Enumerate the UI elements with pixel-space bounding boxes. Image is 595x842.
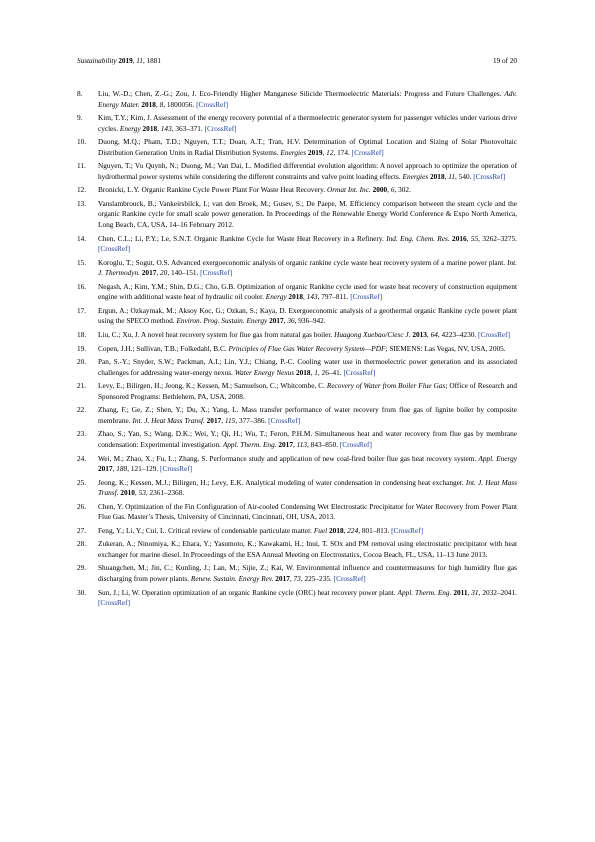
reference-italic: 8 [159,99,164,109]
reference-number: 29. [77,563,87,573]
reference-text [98,381,517,402]
reference-year: 2018 [295,367,311,377]
reference-italic: Renew. Sustain. Energy Rev. [190,573,274,583]
reference-number: 11. [77,161,86,171]
reference-italic: 143 [160,123,172,133]
reference-fragment: Zhao, S.; Yan, S.; Wang, D.K.; Wei, Y.; Qi, H.; Wu, T.; Feron, P.H.M. Simultaneous heat and water recovery from flue gas by membrane condensation: Experimental investigation. [98,429,517,449]
reference-fragment: , [292,439,297,449]
reference-fragment: , 843–850. [307,439,340,449]
reference-italic: Water Energy Nexus [234,367,295,377]
crossref-link[interactable]: [CrossRef] [160,464,193,473]
crossref-link[interactable]: [CrossRef] [200,268,233,278]
crossref-link[interactable]: [CrossRef] [350,292,383,302]
crossref-link[interactable]: [CrossRef] [473,171,506,181]
reference-item [77,357,517,378]
reference-text [98,306,517,327]
crossref-link[interactable]: [CrossRef] [343,367,376,377]
reference-item [77,306,517,327]
reference-italic: 64 [430,329,438,339]
reference-fragment: , 377–386. [235,415,269,425]
crossref-link[interactable]: [CrossRef] [391,525,424,535]
reference-fragment: , [343,525,348,535]
reference-italic: Environ. Prog. Sustain. Energy [176,316,268,326]
reference-text [98,137,517,158]
reference-year: 2018 [329,525,344,535]
crossref-link[interactable]: [CrossRef] [204,123,237,133]
reference-fragment: , 2361–2368. [145,488,185,498]
reference-year: 2018 [430,171,445,181]
reference-fragment: Duong, M.Q.; Pham, T.D.; Nguyen, T.T.; Doan, A.T.; Tran, H.V. Determination of Optimal Location and Sizing of Solar Photovoltaic Distribution Generation Units in Radial Distribution Systems. [98,137,517,157]
reference-year: 2013 [412,329,427,339]
reference-fragment: Copen, J.H.; Sullivan, T.B.; Folkedahl, B.C. [98,343,229,353]
reference-number: 10. [77,137,87,147]
reference-fragment: Liu, C.; Xu, J. A novel heat recovery system for flue gas from natural gas boiler. [98,329,335,339]
reference-fragment: , [387,185,391,195]
reference-italic: 143 [306,292,318,302]
reference-number: 16. [77,281,87,291]
reference-number: 27. [77,525,87,535]
reference-year: 2017 [275,573,290,583]
reference-number: 26. [77,501,87,511]
reference-fragment: , 26–41. [317,367,344,377]
reference-text [98,429,517,450]
reference-item [77,588,517,609]
reference-text [98,330,517,341]
reference-item [77,330,517,341]
reference-text [98,113,517,134]
reference-item [77,526,517,537]
reference-italic: Adv. Energy Mater. [98,89,517,109]
reference-fragment: Nguyen, T.; Vu Quynh, N.; Duong, M.; Van Dai, L. Modified differential evolution algorithm: A novel approach to optimize the operation of hydrothermal power systems while considering the different constraints and valve point loading effects. [98,161,517,181]
reference-italic: Ormat Int. Inc. [326,185,371,195]
reference-list [77,89,517,612]
running-citation: Sustainability 2019, 11, 1881 [77,57,161,65]
reference-year: 2000 [372,185,388,195]
reference-italic: 55 [470,233,479,243]
reference-year: 2017 [141,268,157,278]
reference-italic: Appl. Therm. Eng. [222,439,277,449]
journal-volume: 11 [136,57,143,65]
reference-item [77,258,517,279]
reference-fragment: Liu, W.-D.; Chen, Z.-G.; Zou, J. Eco-Friendly Higher Manganese Silicide Thermoelectric Materials: Progress and Future Challenges. [98,89,505,98]
reference-fragment: Ergun, A.; Ozkaymak, M.; Aksoy Koc, G.; Ozkan, S.; Kaya, D. Exergoeconomic analysis of a geothermal organic Rankine cycle power plant using the SPECO method. [98,305,517,326]
reference-italic: Energy [119,123,141,133]
crossref-link[interactable]: [CrossRef] [268,415,301,425]
journal-year: 2019 [118,57,133,65]
reference-item [77,563,517,584]
reference-number: 25. [77,477,87,487]
reference-item [77,429,517,450]
reference-text [98,161,517,182]
crossref-link[interactable]: [CrossRef] [351,147,384,157]
reference-italic: Appl. Therm. Eng. [397,587,452,597]
reference-year: 2017 [269,316,284,326]
reference-year: 2017 [206,415,222,425]
reference-italic: 20 [160,268,168,278]
reference-italic: 113 [296,439,308,449]
reference-italic: 1 [314,367,318,377]
reference-fragment: Negash, A.; Kim, Y.M.; Shin, D.G.; Cho, G.B. Optimization of organic Rankine cycle used for waste heat recovery of construction equipment engine with additional waste heat of hydraulic oil cooler. [98,281,517,302]
reference-fragment: , [112,464,117,473]
reference-fragment: Zhang, F.; Ge, Z.; Shen, Y.; Du, X.; Yang, L. Mass transfer performance of water recovery from flue gas of lignite boiler by composite membrane. [98,405,517,425]
reference-item [77,137,517,158]
reference-number: 28. [77,539,87,549]
reference-italic: Principles of Flue Gas Water Recovery System—PDF [228,343,386,353]
reference-text [98,89,517,110]
reference-italic: Recovery of Water from Boiler Flue Gas [326,381,446,391]
reference-italic: 6 [390,185,395,195]
reference-fragment: Vanslambrouck, B.; Vankeirsbilck, I.; van den Broek, M.; Gusev, S.; De Paepe, M. Efficiency comparison between the steam cycle and the organic Rankine cycle for small scale power generation. In Proceedings of the Renewable Energy World Conference & Expo North America, Long Beach, CA, USA, 14–16 February 2012. [98,198,517,229]
reference-fragment: Zukeran, A.; Ninomiya, K.; Ehara, Y.; Yasumoto, K.; Kawakami, H.; Inui, T. SOx and PM removal using electrostatic precipitator with heat exchanger for marine diesel. In Proceedings of the ESA Annual Meeting on Electrostatics, Cocoa Beach, FL, USA, 11–13 June 2013. [98,539,517,559]
reference-fragment: Shuangchen, M.; Jin, C.; Kunling, J.; Lan, M.; Sijie, Z.; Kai, W. Environmental influence and countermeasures for high humidity flue gas discharging from power plants. [98,563,517,583]
crossref-link[interactable]: [CrossRef] [333,573,366,583]
reference-number: 20. [77,357,87,367]
reference-text [98,563,517,584]
reference-item [77,478,517,499]
reference-item [77,185,517,196]
reference-year: 2017 [278,439,293,449]
reference-year: 2011 [453,587,468,597]
reference-text [98,588,517,609]
reference-text [98,526,517,537]
reference-number: 18. [77,329,87,339]
reference-item [77,234,517,255]
reference-fragment: , 1800056. [163,99,197,109]
reference-italic: 36 [287,316,295,326]
reference-number: 22. [77,405,87,415]
reference-fragment: , 540. [455,171,474,181]
reference-italic: Energy [265,292,287,302]
reference-fragment: , [155,99,160,109]
reference-fragment: , [283,316,288,326]
reference-text [98,258,517,279]
reference-fragment: , [310,367,315,377]
reference-number: 15. [77,257,87,267]
reference-fragment: Bronicki, L.Y. Organic Rankine Cycle Power Plant For Waste Heat Recovery. [98,185,327,195]
crossref-link[interactable]: [CrossRef] [339,439,372,449]
reference-fragment: , [156,268,161,278]
reference-fragment: , [221,415,225,425]
reference-fragment: Koroglu, T.; Sogut, O.S. Advanced exergoeconomic analysis of organic rankine cycle waste heat recovery system of a marine power plant. [98,257,508,267]
reference-number: 12. [77,185,87,195]
reference-fragment: ; SIEMENS: Las Vegas, NV, USA, 2005. [385,343,506,353]
reference-number: 14. [77,233,87,243]
reference-item [77,161,517,182]
reference-item [77,199,517,231]
reference-italic: Huagong Xuebao/Ciesc J. [334,329,411,339]
reference-year: 2016 [452,233,467,243]
reference-text [98,405,517,426]
reference-year: 2019 [307,147,323,157]
reference-italic: Int. J. Heat Mass Transf. [98,477,517,498]
reference-italic: Fuel [313,525,328,535]
reference-fragment: , 936–942. [294,316,326,326]
reference-fragment: Pan, S.-Y.; Snyder, S.W.; Packman, A.I.; Lin, Y.J.; Chiang, P.-C. Cooling water use in thermoelectric power generation and its associated challenges for addressing water-energy nexus. [98,357,517,377]
reference-fragment: , [289,573,294,583]
reference-italic: Appl. Energy [478,453,517,463]
article-number: 1881 [146,57,161,65]
reference-number: 30. [77,587,87,597]
reference-item [77,344,517,355]
reference-number: 23. [77,429,87,439]
crossref-link[interactable]: [CrossRef] [196,99,229,109]
crossref-link[interactable]: [CrossRef] [478,329,511,339]
reference-item [77,454,517,475]
reference-text [98,478,517,499]
reference-fragment: , 801–813. [358,525,392,535]
reference-fragment: , 363–371. [171,123,205,133]
reference-fragment: , 4223–4230. [437,329,479,339]
reference-number: 8. [77,89,83,98]
reference-fragment: , [466,233,471,243]
reference-italic: 188 [116,464,128,473]
reference-fragment: Chen, Y. Optimization of the Fin Configuration of Air-cooled Condensing Wet Electrostatic Precipitator for Water Recovery from Power Plant Flue Gas. Master’s Thesis, University of Cincinnati, Cincinnati, OH, USA, 2013. [98,501,517,522]
reference-fragment: Wei, M.; Zhao, X.; Fu, L.; Zhang, S. Performance study and application of new coal-fired boiler flue gas heat recovery system. [98,453,479,463]
reference-fragment: Levy, E.; Bilirgen, H.; Jeong, K.; Kessen, M.; Samuelson, C.; Whitcombe, C. [98,381,327,391]
reference-italic: Energies [402,171,429,181]
reference-italic: 12 [326,147,334,157]
reference-fragment: , 225–235. [300,573,334,583]
reference-fragment: , 2032–2041. [478,587,517,597]
reference-year: 2018 [288,292,304,302]
journal-name: Sustainability [77,57,117,65]
reference-fragment: , [467,587,472,597]
crossref-link[interactable]: [CrossRef] [98,598,131,608]
reference-item [77,381,517,402]
reference-fragment: Chen, C.L.; Li, P.Y.; Le, S.N.T. Organic Rankine Cycle for Waste Heat Recovery in a Refinery. [98,233,387,243]
reference-italic: 115 [224,415,236,425]
reference-number: 21. [77,381,87,391]
reference-number: 9. [77,113,83,123]
reference-year: 2018 [142,123,158,133]
reference-fragment: , [426,329,431,339]
reference-fragment: , [444,171,449,181]
reference-fragment: , 302. [394,185,411,195]
reference-italic: 73 [293,573,301,583]
crossref-link[interactable]: [CrossRef] [98,244,131,254]
reference-fragment: ; Office of Research and Sponsored Programs: Bethlehem, PA, USA, 2008. [98,381,517,401]
reference-item [77,502,517,523]
reference-item [77,89,517,110]
reference-fragment: , 797–811. [317,292,351,302]
reference-text [98,502,517,523]
reference-italic: 11 [448,171,456,181]
reference-italic: Int. J. Thermodyn. [98,257,517,278]
reference-year: 2018 [141,99,156,109]
reference-item [77,405,517,426]
reference-item [77,282,517,303]
reference-italic: 31 [471,587,479,597]
reference-item [77,113,517,134]
reference-fragment: , 121–129. [127,464,161,473]
reference-italic: Ind. Eng. Chem. Res. [386,233,450,243]
reference-fragment: , 3262–3275. [478,233,517,243]
reference-text [98,357,517,378]
reference-fragment: Sun, J.; Li, W. Operation optimization of an organic Rankine cycle (ORC) heat recovery power plant. [98,587,398,597]
reference-fragment: , [303,292,307,302]
reference-fragment: Jeong, K.; Kessen, M.J.; Bilirgen, H.; Levy, E.K. Analytical modeling of water condensation in condensing heat exchanger. [98,477,466,487]
reference-text [98,539,517,560]
reference-fragment: Kim, T.Y.; Kim, J. Assessment of the energy recovery potential of a thermoelectric generator system for passenger vehicles under various drive cycles. [98,113,517,133]
reference-fragment: , [157,123,161,133]
reference-italic: Energies [280,147,307,157]
reference-text [98,199,517,231]
reference-italic: 224 [347,525,359,535]
reference-fragment: Feng, Y.; Li, Y.; Cui, L. Critical review of condensable particulate matter. [98,525,314,535]
reference-text [98,454,517,475]
reference-italic: Int. J. Heat Mass Transf. [132,415,205,425]
reference-year: 2010 [120,488,135,498]
reference-fragment: , 140–151. [167,268,201,278]
reference-text [98,282,517,303]
page-header [77,57,517,66]
reference-number: 17. [77,305,87,315]
reference-text [98,344,517,355]
reference-number: 19. [77,343,87,353]
reference-item [77,539,517,560]
reference-fragment: , [322,147,327,157]
reference-number: 13. [77,198,87,208]
reference-number: 24. [77,453,87,463]
reference-italic: 53 [138,488,146,498]
reference-year: 2017 [98,464,113,473]
page-number: 19 of 20 [493,57,517,65]
reference-fragment: , [134,488,139,498]
reference-text [98,185,517,196]
reference-text [98,234,517,255]
reference-fragment: , 174. [333,147,352,157]
